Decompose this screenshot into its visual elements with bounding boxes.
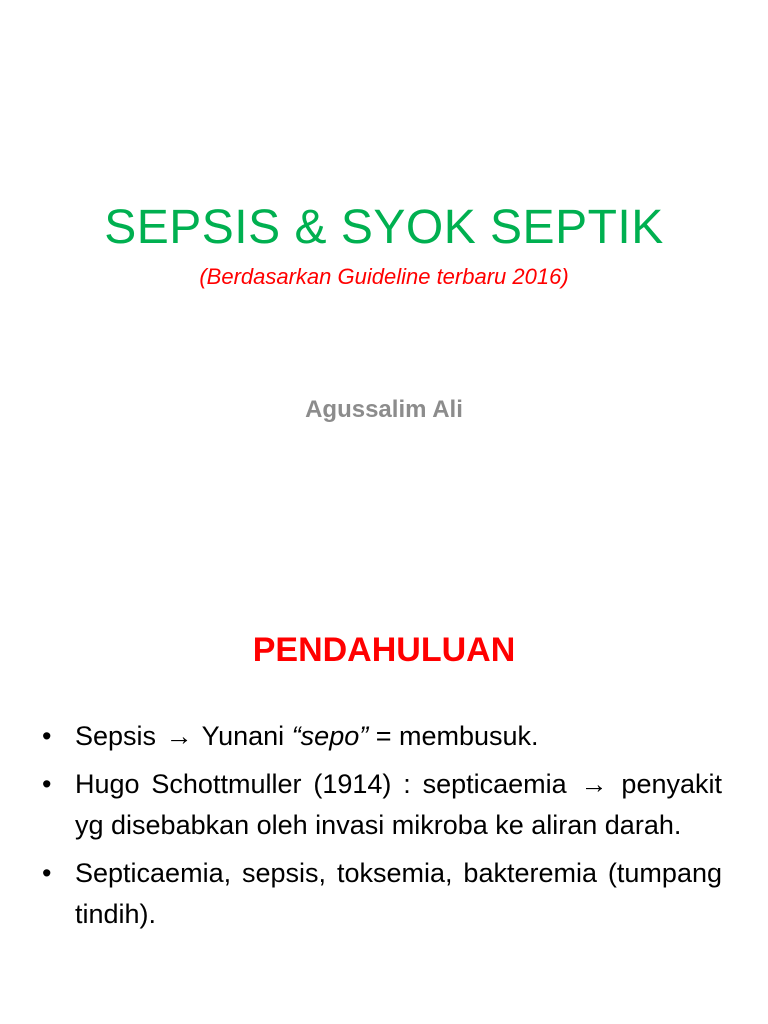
author-name: Agussalim Ali <box>305 396 463 423</box>
arrow-right-icon: → <box>165 721 193 751</box>
bullet-text: Sepsis <box>75 721 157 751</box>
list-item <box>40 716 722 757</box>
bullet-italic-term: “sepo” <box>291 721 369 751</box>
slide-subtitle: (Berdasarkan Guideline terbaru 2016) <box>199 264 569 289</box>
bullet-list <box>40 716 722 942</box>
list-item <box>40 764 722 846</box>
bullet-icon: • <box>42 769 52 799</box>
bullet-text: Septicaemia, sepsis, toksemia, bakteremia (tumpang tindih). <box>75 858 722 929</box>
content-slide <box>0 576 768 1024</box>
slide-title: SEPSIS & SYOK SEPTIK <box>104 201 664 254</box>
bullet-text: = membusuk. <box>375 721 539 751</box>
bullet-icon: • <box>42 721 52 751</box>
bullet-text: Yunani <box>201 721 285 751</box>
section-title: PENDAHULUAN <box>252 631 516 669</box>
bullet-icon: • <box>42 858 52 888</box>
bullet-text: Hugo Schottmuller (1914) : septicaemia <box>75 769 567 799</box>
arrow-right-icon: → <box>580 769 608 799</box>
bullet-text: penyakit yg disebabkan oleh invasi mikroba ke aliran darah. <box>75 769 722 840</box>
list-item <box>40 853 722 935</box>
